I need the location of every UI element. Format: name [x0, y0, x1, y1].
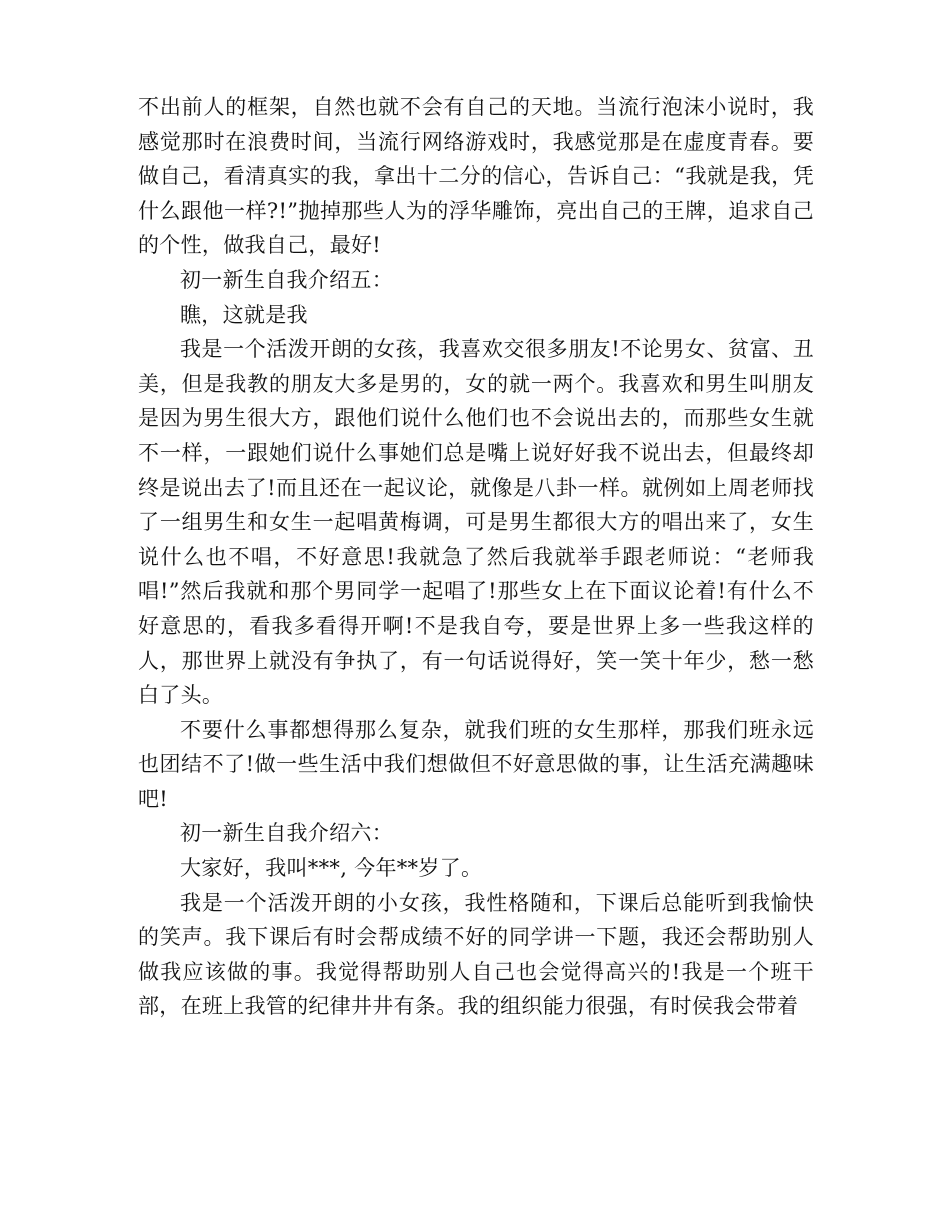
section-heading-6: 初一新生自我介绍六：: [180, 821, 393, 846]
document-body: [138, 90, 814, 1024]
section-subtitle: 瞧，这就是我: [180, 302, 308, 327]
paragraph-1: 不出前人的框架，自然也就不会有自己的天地。当流行泡沫小说时，我感觉那时在浪费时间，当流行网络游戏时，我感觉那是在虚度青春。要做自己，看清真实的我，拿出十二分的信心，告诉自己：“我就是我，凭什么跟他一样?!”抛掉那些人为的浮华雕饰，亮出自己的王牌，追求自己的个性，做我自己，最好!: [138, 95, 814, 258]
greeting-line: 大家好，我叫***, 今年**岁了。: [180, 856, 483, 881]
paragraph-4: 我是一个活泼开朗的小女孩，我性格随和，下课后总能听到我愉快的笑声。我下课后有时会帮成绩不好的同学讲一下题，我还会帮助别人做我应该做的事。我觉得帮助别人自己也会觉得高兴的!我是一个班干部，在班上我管的纪律井井有条。我的组织能力很强，有时侯我会带着: [138, 890, 814, 1019]
section-heading-5: 初一新生自我介绍五：: [180, 267, 393, 292]
paragraph-2: 我是一个活泼开朗的女孩，我喜欢交很多朋友!不论男女、贫富、丑美，但是我教的朋友大多是男的，女的就一两个。我喜欢和男生叫朋友是因为男生很大方，跟他们说什么他们也不会说出去的，而那些女生就不一样，一跟她们说什么事她们总是嘴上说好好我不说出去，但最终却终是说出去了!而且还在一起议论，就像是八卦一样。就例如上周老师找了一组男生和女生一起唱黄梅调，可是男生都很大方的唱出来了，女生说什么也不唱，不好意思!我就急了然后我就举手跟老师说：“老师我唱!”然后我就和那个男同学一起唱了!那些女上在下面议论着!有什么不好意思的，看我多看得开啊!不是我自夸，要是世界上多一些我这样的人，那世界上就没有争执了，有一句话说得好，笑一笑十年少，愁一愁白了头。: [138, 337, 814, 708]
paragraph-3: 不要什么事都想得那么复杂，就我们班的女生那样，那我们班永远也团结不了!做一些生活中我们想做但不好意思做的事，让生活充满趣味吧!: [138, 717, 814, 811]
